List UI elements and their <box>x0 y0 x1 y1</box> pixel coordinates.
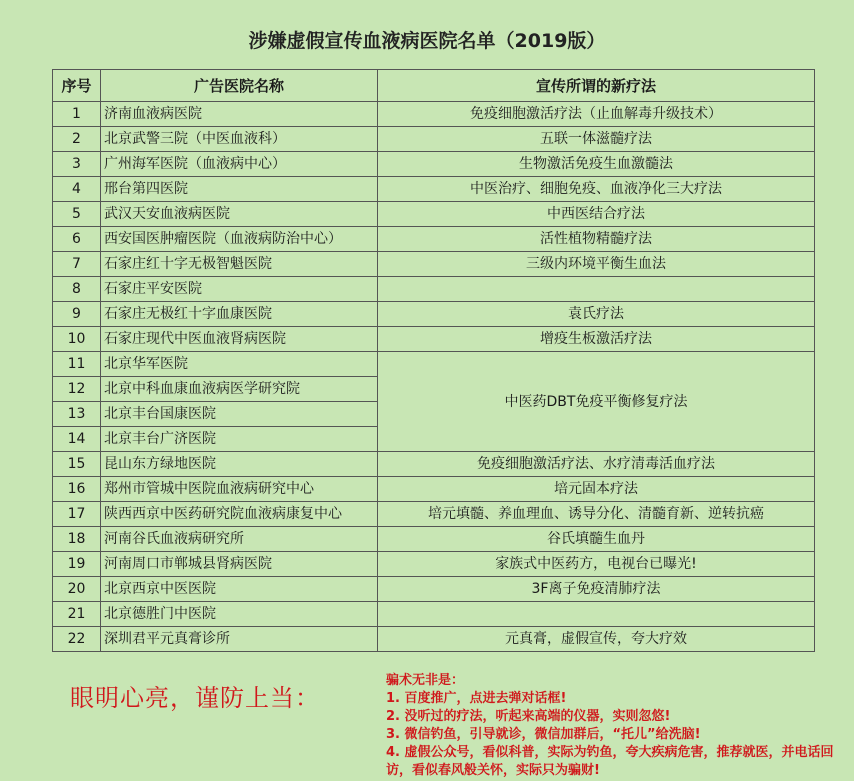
row-no: 9 <box>53 302 101 327</box>
row-no: 1 <box>53 102 101 127</box>
row-therapy: 培元填髓、养血理血、诱导分化、清髓育新、逆转抗癌 <box>378 502 815 527</box>
row-no: 2 <box>53 127 101 152</box>
row-therapy-merged: 中医药DBT免疫平衡修复疗法 <box>378 352 815 452</box>
row-no: 12 <box>53 377 101 402</box>
row-therapy: 活性植物精髓疗法 <box>378 227 815 252</box>
row-no: 20 <box>53 577 101 602</box>
row-name: 西安国医肿瘤医院（血液病防治中心） <box>101 227 378 252</box>
header-therapy: 宣传所谓的新疗法 <box>378 70 815 102</box>
row-name: 昆山东方绿地医院 <box>101 452 378 477</box>
row-no: 21 <box>53 602 101 627</box>
row-name: 石家庄红十字无极智魁医院 <box>101 252 378 277</box>
row-therapy: 免疫细胞激活疗法（止血解毒升级技术） <box>378 102 815 127</box>
table-row <box>53 627 815 652</box>
table-header-row <box>53 70 815 102</box>
row-name: 北京丰台国康医院 <box>101 402 378 427</box>
row-name: 北京华军医院 <box>101 352 378 377</box>
table-row <box>53 327 815 352</box>
warning-item: 1. 百度推广，点进去弹对话框! <box>386 691 567 706</box>
row-therapy <box>378 602 815 627</box>
warning-item: 2. 没听过的疗法，听起来高端的仪器，实则忽悠! <box>386 709 671 724</box>
warning-heading: 骗术无非是： <box>386 673 465 688</box>
row-name: 济南血液病医院 <box>101 102 378 127</box>
row-therapy: 中医治疗、细胞免疫、血液净化三大疗法 <box>378 177 815 202</box>
row-no: 17 <box>53 502 101 527</box>
row-therapy <box>378 277 815 302</box>
warning-item: 3. 微信钓鱼，引导就诊，微信加群后，“托儿”给洗脑! <box>386 727 701 742</box>
table-row <box>53 352 815 377</box>
row-name: 北京西京中医医院 <box>101 577 378 602</box>
table-row <box>53 152 815 177</box>
row-name: 河南周口市郸城县肾病医院 <box>101 552 378 577</box>
row-therapy: 袁氏疗法 <box>378 302 815 327</box>
row-therapy: 元真膏，虚假宣传，夸大疗效 <box>378 627 815 652</box>
row-no: 3 <box>53 152 101 177</box>
row-name: 北京德胜门中医院 <box>101 602 378 627</box>
row-no: 7 <box>53 252 101 277</box>
row-name: 武汉天安血液病医院 <box>101 202 378 227</box>
row-no: 19 <box>53 552 101 577</box>
row-name: 北京丰台广济医院 <box>101 427 378 452</box>
table-row <box>53 277 815 302</box>
row-therapy: 谷氏填髓生血丹 <box>378 527 815 552</box>
table-row <box>53 127 815 152</box>
header-name: 广告医院名称 <box>101 70 378 102</box>
table-row <box>53 602 815 627</box>
table-row <box>53 452 815 477</box>
table-row <box>53 302 815 327</box>
row-no: 22 <box>53 627 101 652</box>
row-no: 18 <box>53 527 101 552</box>
row-therapy: 增疫生板激活疗法 <box>378 327 815 352</box>
row-name: 陕西西京中医药研究院血液病康复中心 <box>101 502 378 527</box>
row-no: 6 <box>53 227 101 252</box>
hospital-table <box>52 69 815 652</box>
row-therapy: 家族式中医药方，电视台已曝光! <box>378 552 815 577</box>
row-name: 石家庄平安医院 <box>101 277 378 302</box>
row-name: 河南谷氏血液病研究所 <box>101 527 378 552</box>
row-therapy: 免疫细胞激活疗法、水疗清毒活血疗法 <box>378 452 815 477</box>
table-row <box>53 102 815 127</box>
table-row <box>53 577 815 602</box>
row-name: 广州海军医院（血液病中心） <box>101 152 378 177</box>
table-row <box>53 527 815 552</box>
row-no: 4 <box>53 177 101 202</box>
row-name: 北京中科血康血液病医学研究院 <box>101 377 378 402</box>
row-name: 邢台第四医院 <box>101 177 378 202</box>
table-row <box>53 477 815 502</box>
row-no: 14 <box>53 427 101 452</box>
row-name: 石家庄现代中医血液肾病医院 <box>101 327 378 352</box>
warning-box <box>386 672 848 780</box>
row-no: 5 <box>53 202 101 227</box>
row-no: 15 <box>53 452 101 477</box>
row-therapy: 三级内环境平衡生血法 <box>378 252 815 277</box>
page-title: 涉嫌虚假宣传血液病医院名单（2019版） <box>248 30 606 52</box>
row-therapy: 中西医结合疗法 <box>378 202 815 227</box>
row-no: 10 <box>53 327 101 352</box>
row-name: 深圳君平元真膏诊所 <box>101 627 378 652</box>
row-no: 8 <box>53 277 101 302</box>
table-row <box>53 252 815 277</box>
row-no: 16 <box>53 477 101 502</box>
table-row <box>53 552 815 577</box>
row-therapy: 培元固本疗法 <box>378 477 815 502</box>
row-therapy: 五联一体滋髓疗法 <box>378 127 815 152</box>
row-therapy: 3F离子免疫清肺疗法 <box>378 577 815 602</box>
slogan-text: 眼明心亮，谨防上当： <box>70 684 320 712</box>
header-no: 序号 <box>53 70 101 102</box>
row-name: 郑州市管城中医院血液病研究中心 <box>101 477 378 502</box>
table-row <box>53 502 815 527</box>
row-name: 北京武警三院（中医血液科） <box>101 127 378 152</box>
row-no: 13 <box>53 402 101 427</box>
row-no: 11 <box>53 352 101 377</box>
row-therapy: 生物激活免疫生血激髓法 <box>378 152 815 177</box>
table-row <box>53 202 815 227</box>
warning-item: 4. 虚假公众号，看似科普，实际为钓鱼，夸大疾病危害，推荐就医，并电话回访，看似春风般关怀，实际只为骗财! <box>386 745 834 778</box>
table-row <box>53 177 815 202</box>
table-row <box>53 227 815 252</box>
row-name: 石家庄无极红十字血康医院 <box>101 302 378 327</box>
